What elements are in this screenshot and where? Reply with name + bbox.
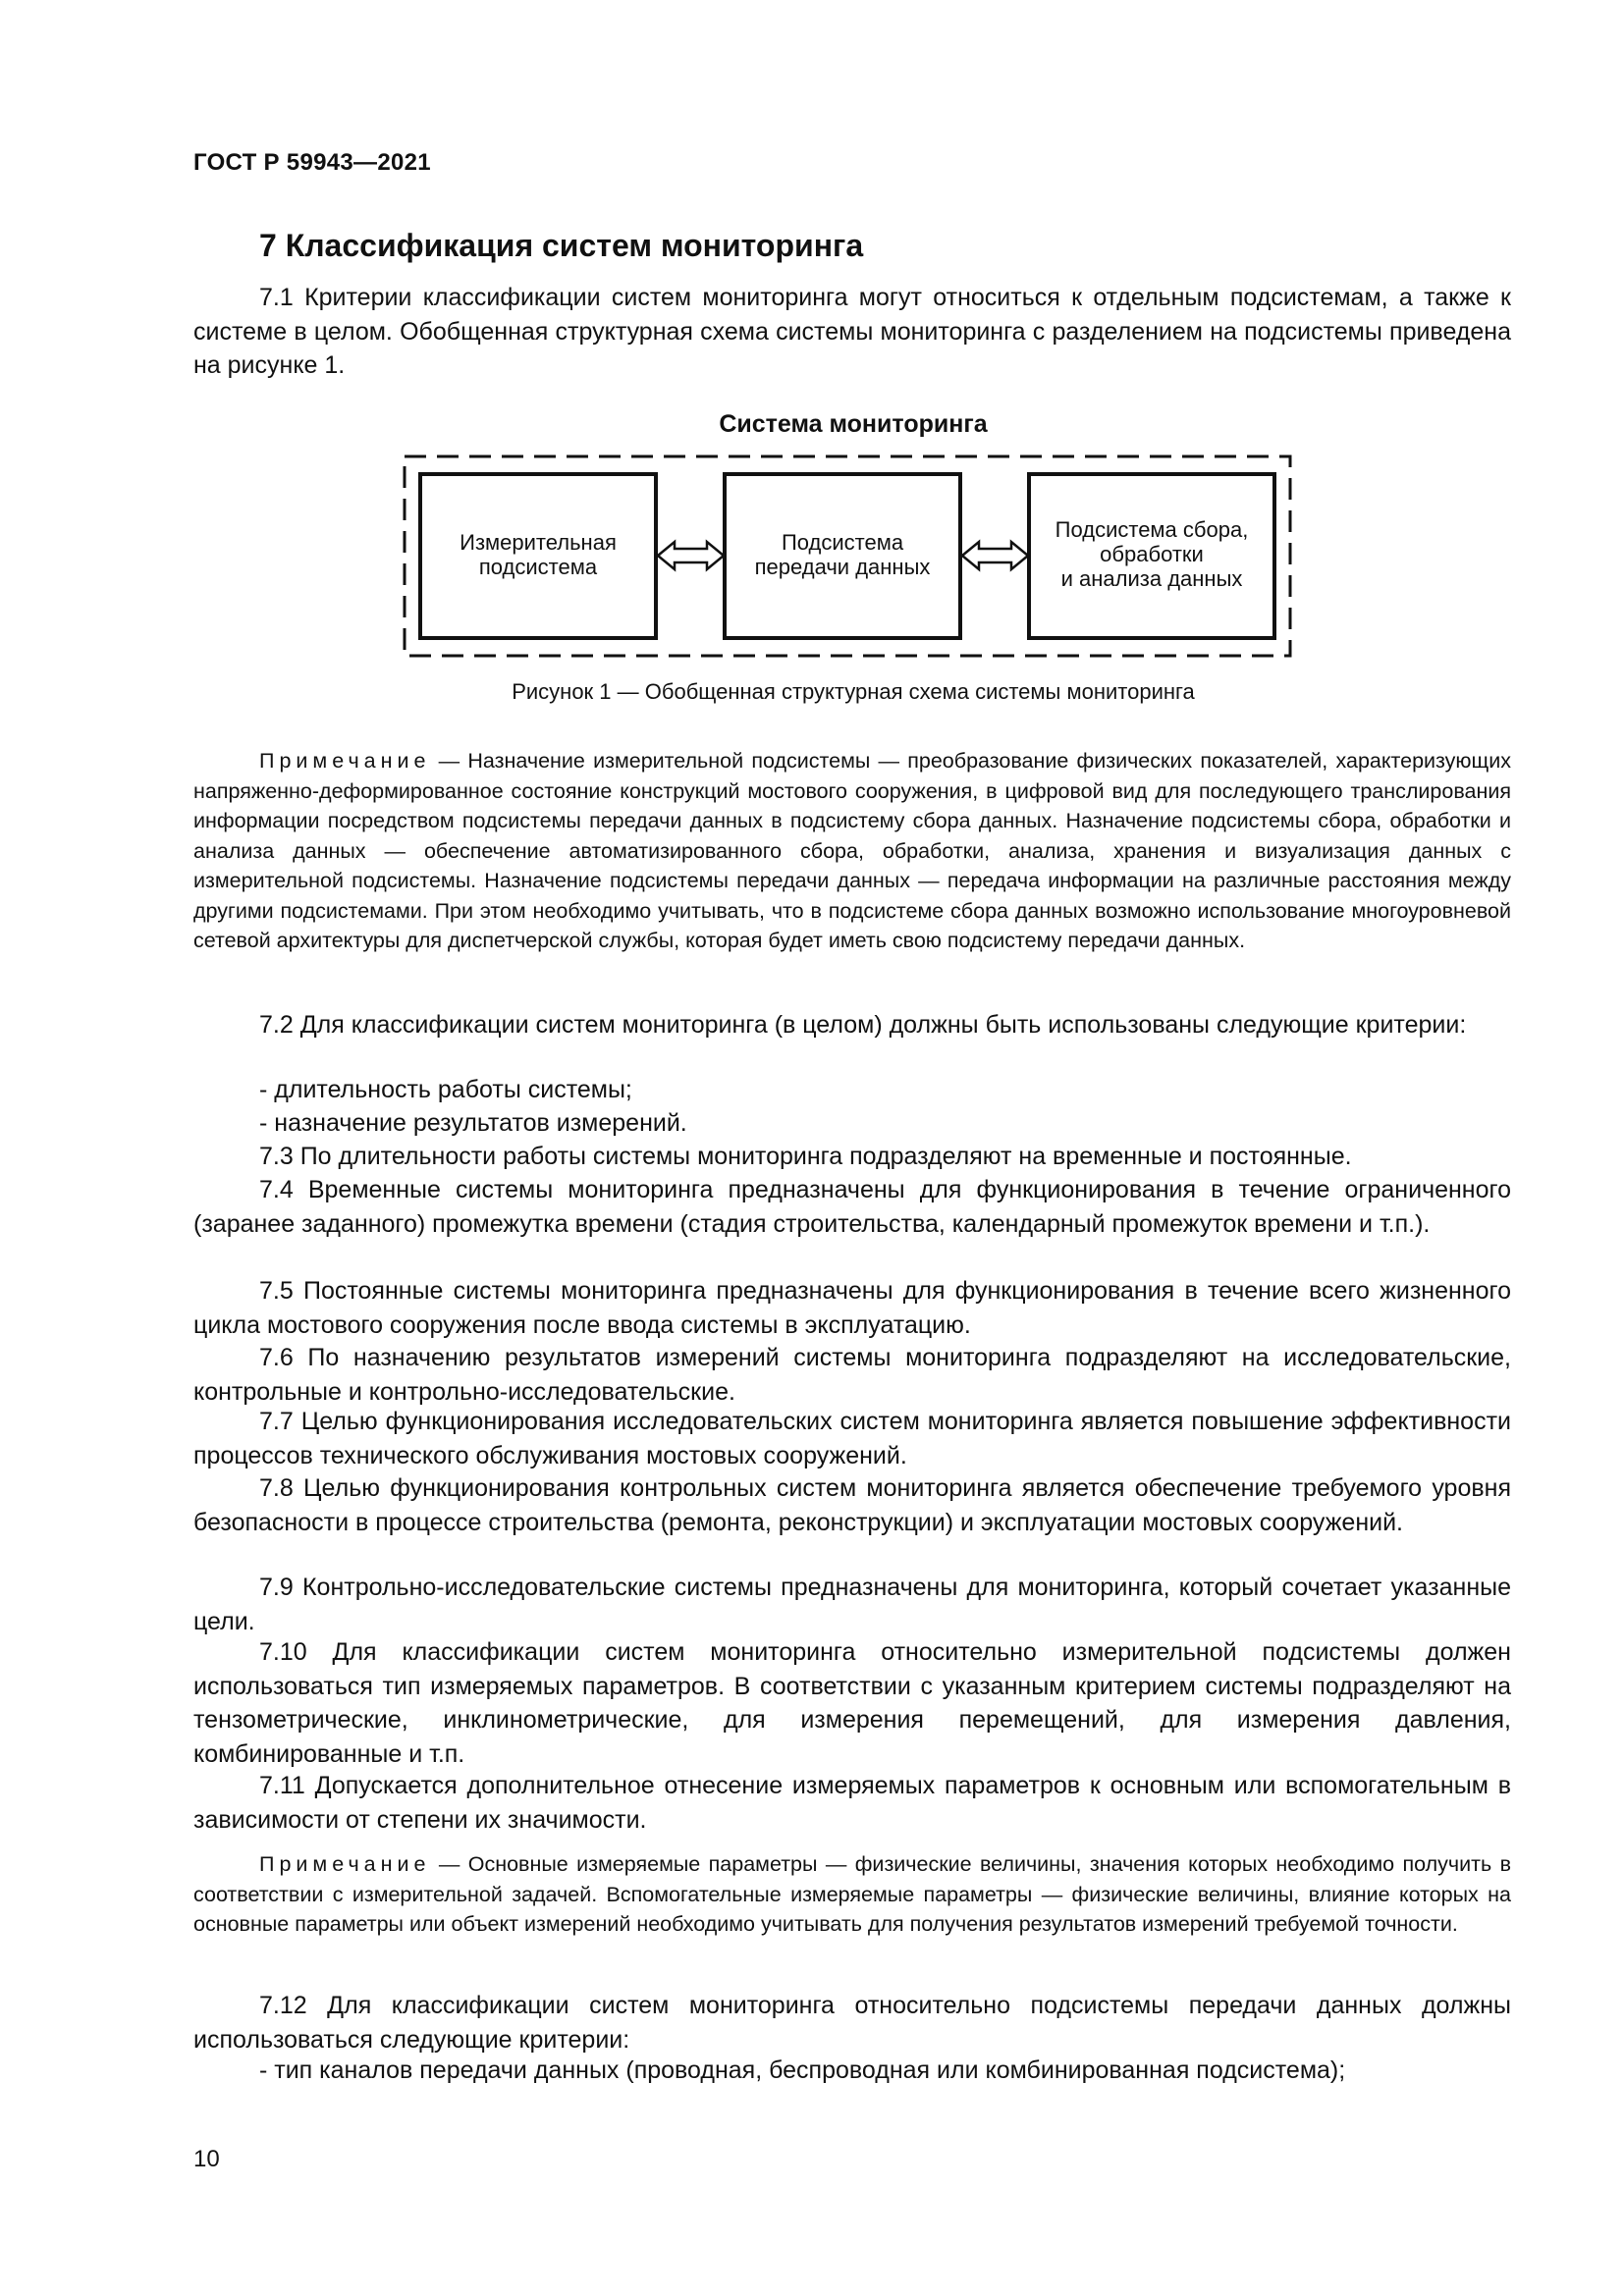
paragraph-7-1: 7.1 Критерии классификации систем мониторинга могут относиться к отдельным подсистемам, а также к системе в целом. Обобщенная структурная схема системы мониторинга с разделением на подсистемы приведена на рисунке 1. xyxy=(193,284,1511,379)
paragraph-7-7: 7.7 Целью функционирования исследовательских систем мониторинга является повышение эффективности процессов технического обслуживания мостовых сооружений. xyxy=(193,1408,1511,1469)
paragraph-7-5: 7.5 Постоянные системы мониторинга предназначены для функционирования в течение всего жизненного цикла мостового сооружения после ввода системы в эксплуатацию. xyxy=(193,1277,1511,1339)
box3-label-line1: Подсистема сбора, xyxy=(1055,517,1249,542)
note-2-text: — Основные измеряемые параметры — физические величины, значения которых необходимо получить в соответствии с измерительной задачей. Вспомогательные измеряемые параметры — физические величины, влияние которых на основные параметры или объект измерений необходимо учитывать для получения результатов измерений требуемой точности. xyxy=(193,1852,1511,1936)
paragraph-7-9: 7.9 Контрольно-исследовательские системы предназначены для мониторинга, который сочетает указанные цели. xyxy=(193,1574,1511,1635)
note-1-text: — Назначение измерительной подсистемы — преобразование физических показателей, характеризующих напряженно-деформированное состояние конструкций мостового сооружения, в цифровой вид для последующего транслирования информации посредством подсистемы передачи данных в подсистему сбора данных. Назначение подсистемы сбора, обработки и анализа данных — обеспечение автоматизированного сбора, обработки, анализа, хранения и визуализация данных с измерительной подсистемы. Назначение подсистемы передачи данных — передача информации на различные расстояния между другими подсистемами. При этом необходимо учитывать, что в подсистеме сбора данных возможно использование многоуровневой сетевой архитектуры для диспетчерской службы, которая будет иметь свою подсистему передачи данных. xyxy=(193,749,1511,952)
double-arrow-2 xyxy=(962,542,1028,569)
document-header: ГОСТ Р 59943—2021 xyxy=(193,149,431,176)
paragraph-7-4: 7.4 Временные системы мониторинга предназначены для функционирования в течение ограниченного (заранее заданного) промежутка времени (стадия строительства, календарный промежуток времени и т.п.). xyxy=(193,1176,1511,1238)
box3-label-line3: и анализа данных xyxy=(1060,566,1243,591)
monitoring-system-diagram xyxy=(393,447,1316,672)
box2-label-line2: передачи данных xyxy=(754,555,931,579)
paragraph-7-3: 7.3 По длительности работы системы мониторинга подразделяют на временные и постоянные. xyxy=(259,1143,1352,1170)
note-label: Примечание xyxy=(259,1852,431,1876)
paragraph-7-6: 7.6 По назначению результатов измерений системы мониторинга подразделяют на исследовательские, контрольные и контрольно-исследовательские. xyxy=(193,1344,1511,1406)
list-item: - длительность работы системы; xyxy=(259,1076,632,1103)
box1-label-line1: Измерительная xyxy=(460,530,617,555)
note-2 xyxy=(193,1849,1511,1940)
figure-title: Система мониторинга xyxy=(719,410,988,438)
paragraph-7-11: 7.11 Допускается дополнительное отнесение измеряемых параметров к основным или вспомогательным в зависимости от степени их значимости. xyxy=(193,1772,1511,1834)
list-item: - назначение результатов измерений. xyxy=(259,1109,687,1137)
box2-label-line1: Подсистема xyxy=(781,530,904,555)
box1-label-line2: подсистема xyxy=(478,555,598,579)
page-number: 10 xyxy=(193,2146,220,2172)
note-1 xyxy=(193,746,1511,956)
box3-label-line2: обработки xyxy=(1100,542,1204,566)
double-arrow-1 xyxy=(658,542,724,569)
paragraph-7-8: 7.8 Целью функционирования контрольных систем мониторинга является обеспечение требуемого уровня безопасности в процессе строительства (ремонта, реконструкции) и эксплуатации мостовых сооружений. xyxy=(193,1474,1511,1536)
section-title: 7 Классификация систем мониторинга xyxy=(259,228,864,263)
figure-caption: Рисунок 1 — Обобщенная структурная схема системы мониторинга xyxy=(512,679,1195,704)
note-label: Примечание xyxy=(259,749,431,773)
paragraph-7-10: 7.10 Для классификации систем мониторинга относительно измерительной подсистемы должен использоваться тип измеряемых параметров. В соответствии с указанным критерием системы подразделяют на тензометрические, инклинометрические, для измерения перемещений, для измерения давления, комбинированные и т.п. xyxy=(193,1638,1511,1768)
paragraph-7-12: 7.12 Для классификации систем мониторинга относительно подсистемы передачи данных должны использоваться следующие критерии: xyxy=(193,1992,1511,2054)
paragraph-7-2: 7.2 Для классификации систем мониторинга (в целом) должны быть использованы следующие критерии: xyxy=(259,1011,1467,1039)
list-item: - тип каналов передачи данных (проводная, беспроводная или комбинированная подсистема); xyxy=(259,2056,1346,2084)
